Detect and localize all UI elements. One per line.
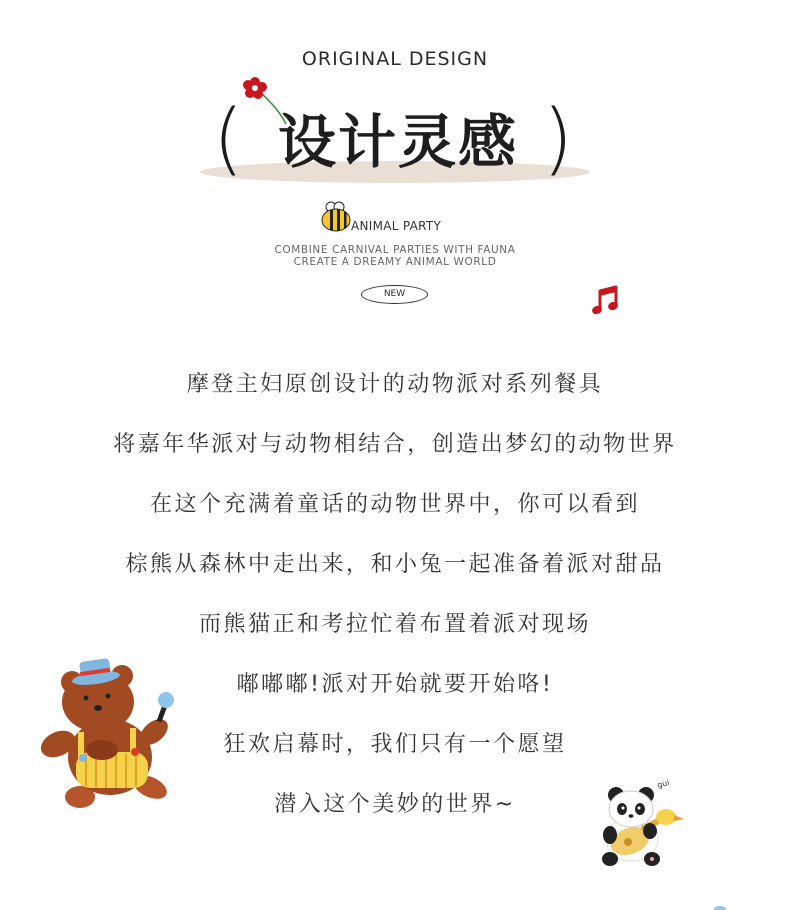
story-line-8: 潜入这个美妙的世界~ — [274, 792, 516, 817]
red-flower-icon — [238, 72, 298, 132]
section-tag: ANIMAL PARTY — [351, 219, 442, 233]
title-paren-left: ( — [213, 94, 244, 184]
title-paren-right: ) — [542, 94, 573, 184]
story-line-1: 摩登主妇原创设计的动物派对系列餐具 — [186, 372, 604, 397]
subtitle-line-1: COMBINE CARNIVAL PARTIES WITH FAUNA — [274, 244, 516, 256]
story-line-3: 在这个充满着童话的动物世界中，你可以看到 — [149, 492, 640, 517]
story-line-5: 而熊猫正和考拉忙着布置着派对现场 — [198, 612, 591, 637]
story-line-2: 将嘉年华派对与动物相结合，创造出梦幻的动物世界 — [113, 432, 677, 457]
bee-icon — [318, 200, 354, 236]
story-line-6: 嘟嘟嘟!派对开始就要开始咯! — [236, 672, 554, 697]
page-title: 设计灵感 — [277, 108, 518, 176]
subtitle-line-2: CREATE A DREAMY ANIMAL WORLD — [293, 256, 497, 268]
new-badge: NEW — [361, 285, 428, 304]
section-eyebrow: ORIGINAL DESIGN — [301, 48, 489, 70]
story-line-4: 棕熊从森林中走出来，和小兔一起准备着派对甜品 — [125, 552, 665, 577]
corner-decoration — [700, 895, 740, 910]
story-line-7: 狂欢启幕时，我们只有一个愿望 — [223, 732, 567, 757]
music-note-icon — [590, 283, 624, 317]
panda-speech-text: gui — [656, 778, 671, 790]
panda-illustration — [592, 775, 687, 870]
bear-illustration — [38, 652, 188, 812]
